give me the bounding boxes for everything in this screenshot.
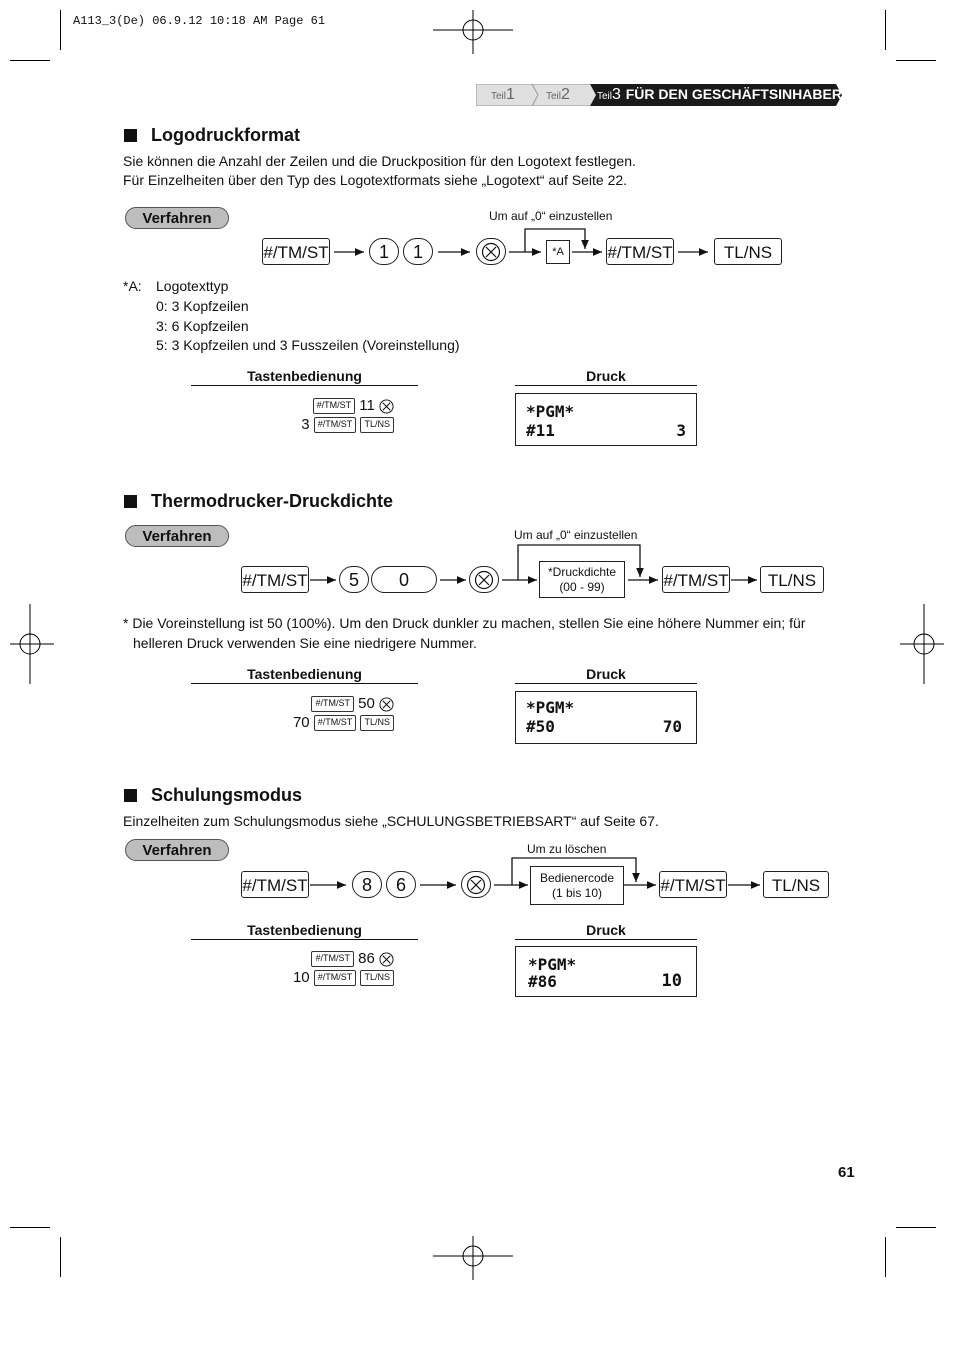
- print-receipt: [515, 393, 697, 446]
- column-head-keys: Tastenbedienung: [247, 368, 362, 384]
- receipt-pgm: *PGM*: [526, 698, 575, 717]
- tlns-mini-key: TL/NS: [360, 715, 394, 731]
- tmst-mini-key: #/TM/ST: [311, 951, 354, 967]
- tmst-mini-key: #/TM/ST: [314, 715, 357, 731]
- section-heading-training: Schulungsmodus: [124, 785, 302, 806]
- receipt-code: #50: [526, 717, 555, 736]
- digit-key[interactable]: 8: [352, 871, 382, 898]
- receipt-value: 10: [661, 971, 682, 991]
- verfahren-label: Verfahren: [125, 525, 229, 547]
- paragraph: Sie können die Anzahl der Zeilen und die Druckposition für den Logotext festlegen.: [123, 153, 636, 169]
- paragraph: Für Einzelheiten über den Typ des Logotextformats siehe „Logotext“ auf Seite 22.: [123, 172, 628, 188]
- tlns-key[interactable]: TL/NS: [714, 238, 782, 265]
- tmst-key[interactable]: #/TM/ST: [241, 566, 309, 593]
- tlns-key[interactable]: TL/NS: [760, 566, 824, 593]
- divider: [191, 939, 418, 940]
- page-number: 61: [838, 1164, 855, 1181]
- multiply-key[interactable]: [461, 871, 491, 898]
- registration-mark-top: [433, 10, 513, 54]
- paragraph: Einzelheiten zum Schulungsmodus siehe „SCHULUNGSBETRIEBSART“ auf Seite 67.: [123, 813, 659, 829]
- column-head-print: Druck: [586, 666, 626, 682]
- divider: [191, 385, 418, 386]
- multiply-icon: [379, 697, 394, 712]
- registration-mark-right: [900, 604, 944, 684]
- logo-flow-arrows: [0, 205, 954, 275]
- multiply-icon: [379, 399, 394, 414]
- receipt-code: #86: [528, 972, 557, 991]
- logo-type-option: 0: 3 Kopfzeilen: [156, 298, 249, 314]
- divider: [515, 683, 697, 684]
- divider: [515, 939, 697, 940]
- square-bullet-icon: [124, 495, 137, 508]
- multiply-icon: [466, 875, 486, 895]
- verfahren-label: Verfahren: [125, 839, 229, 861]
- tab-part-1: Teil1: [491, 86, 515, 103]
- tmst-key[interactable]: #/TM/ST: [662, 566, 730, 593]
- column-head-print: Druck: [586, 368, 626, 384]
- receipt-pgm: *PGM*: [526, 402, 575, 421]
- tmst-key[interactable]: #/TM/ST: [659, 871, 727, 898]
- section-heading-logo: Logodruckformat: [124, 125, 300, 146]
- crop-mark: [896, 1227, 936, 1228]
- receipt-value: 70: [662, 717, 682, 736]
- print-receipt: [515, 946, 697, 997]
- multiply-key[interactable]: [469, 566, 499, 593]
- column-head-print: Druck: [586, 922, 626, 938]
- logo-type-title: Logotexttyp: [156, 278, 229, 294]
- receipt-pgm: *PGM*: [528, 955, 577, 974]
- registration-mark-bottom: [433, 1236, 513, 1280]
- crop-mark: [10, 60, 50, 61]
- divider: [191, 683, 418, 684]
- key-sequence-line: #/TM/ST 50: [280, 695, 394, 712]
- tmst-key[interactable]: #/TM/ST: [262, 238, 330, 265]
- footnote: helleren Druck verwenden Sie eine niedrigere Nummer.: [133, 635, 477, 651]
- crop-mark: [60, 1237, 61, 1277]
- key-sequence-line: #/TM/ST 11: [280, 397, 394, 414]
- multiply-icon: [379, 952, 394, 967]
- verfahren-label: Verfahren: [125, 207, 229, 229]
- square-bullet-icon: [124, 129, 137, 142]
- tmst-key[interactable]: #/TM/ST: [241, 871, 309, 898]
- logo-type-input-box[interactable]: *A: [546, 240, 570, 264]
- crop-mark: [885, 1237, 886, 1277]
- print-receipt: [515, 691, 697, 744]
- key-sequence-line: 70 #/TM/ST TL/NS: [280, 714, 394, 731]
- tmst-mini-key: #/TM/ST: [313, 398, 356, 414]
- multiply-icon: [474, 570, 494, 590]
- key-sequence-line: #/TM/ST 86: [280, 950, 394, 967]
- crop-mark: [896, 60, 936, 61]
- tmst-key[interactable]: #/TM/ST: [606, 238, 674, 265]
- column-head-keys: Tastenbedienung: [247, 922, 362, 938]
- square-bullet-icon: [124, 789, 137, 802]
- tab-part-2: Teil2: [546, 86, 570, 103]
- tlns-mini-key: TL/NS: [360, 970, 394, 986]
- key-sequence-line: 10 #/TM/ST TL/NS: [280, 969, 394, 986]
- tlns-key[interactable]: TL/NS: [763, 871, 829, 898]
- reset-note: Um auf „0“ einzustellen: [489, 209, 613, 223]
- digit-key[interactable]: 5: [339, 566, 369, 593]
- digit-key[interactable]: 0: [371, 566, 437, 593]
- tmst-mini-key: #/TM/ST: [314, 970, 357, 986]
- multiply-key[interactable]: [476, 238, 506, 265]
- tmst-mini-key: #/TM/ST: [311, 696, 354, 712]
- divider: [515, 385, 697, 386]
- tlns-mini-key: TL/NS: [360, 417, 394, 433]
- logo-type-option: 5: 3 Kopfzeilen und 3 Fusszeilen (Voreinstellung): [156, 337, 460, 353]
- key-sequence-line: 3 #/TM/ST TL/NS: [280, 416, 394, 433]
- receipt-value: 3: [676, 421, 686, 440]
- density-input-box[interactable]: *Druckdichte (00 - 99): [539, 561, 625, 598]
- logo-type-option: 3: 6 Kopfzeilen: [156, 318, 249, 334]
- tmst-mini-key: #/TM/ST: [314, 417, 357, 433]
- footnote-label: *A:: [123, 278, 142, 294]
- crop-mark: [60, 10, 61, 50]
- reset-note: Um auf „0“ einzustellen: [514, 528, 638, 542]
- tab-part-3: Teil3 FÜR DEN GESCHÄFTSINHABER: [597, 86, 842, 103]
- receipt-code: #11: [526, 421, 555, 440]
- digit-key[interactable]: 6: [386, 871, 416, 898]
- digit-key[interactable]: 1: [369, 238, 399, 265]
- multiply-icon: [481, 242, 501, 262]
- registration-mark-left: [10, 604, 54, 684]
- crop-mark: [10, 1227, 50, 1228]
- footnote: * Die Voreinstellung ist 50 (100%). Um den Druck dunkler zu machen, stellen Sie eine höhere Nummer ein; für: [123, 615, 806, 631]
- crop-mark: [885, 10, 886, 50]
- column-head-keys: Tastenbedienung: [247, 666, 362, 682]
- delete-note: Um zu löschen: [527, 842, 607, 856]
- operator-code-input-box[interactable]: Bedienercode (1 bis 10): [530, 866, 624, 905]
- digit-key[interactable]: 1: [403, 238, 433, 265]
- print-info: A113_3(De) 06.9.12 10:18 AM Page 61: [73, 14, 326, 28]
- section-heading-thermo: Thermodrucker-Druckdichte: [124, 491, 393, 512]
